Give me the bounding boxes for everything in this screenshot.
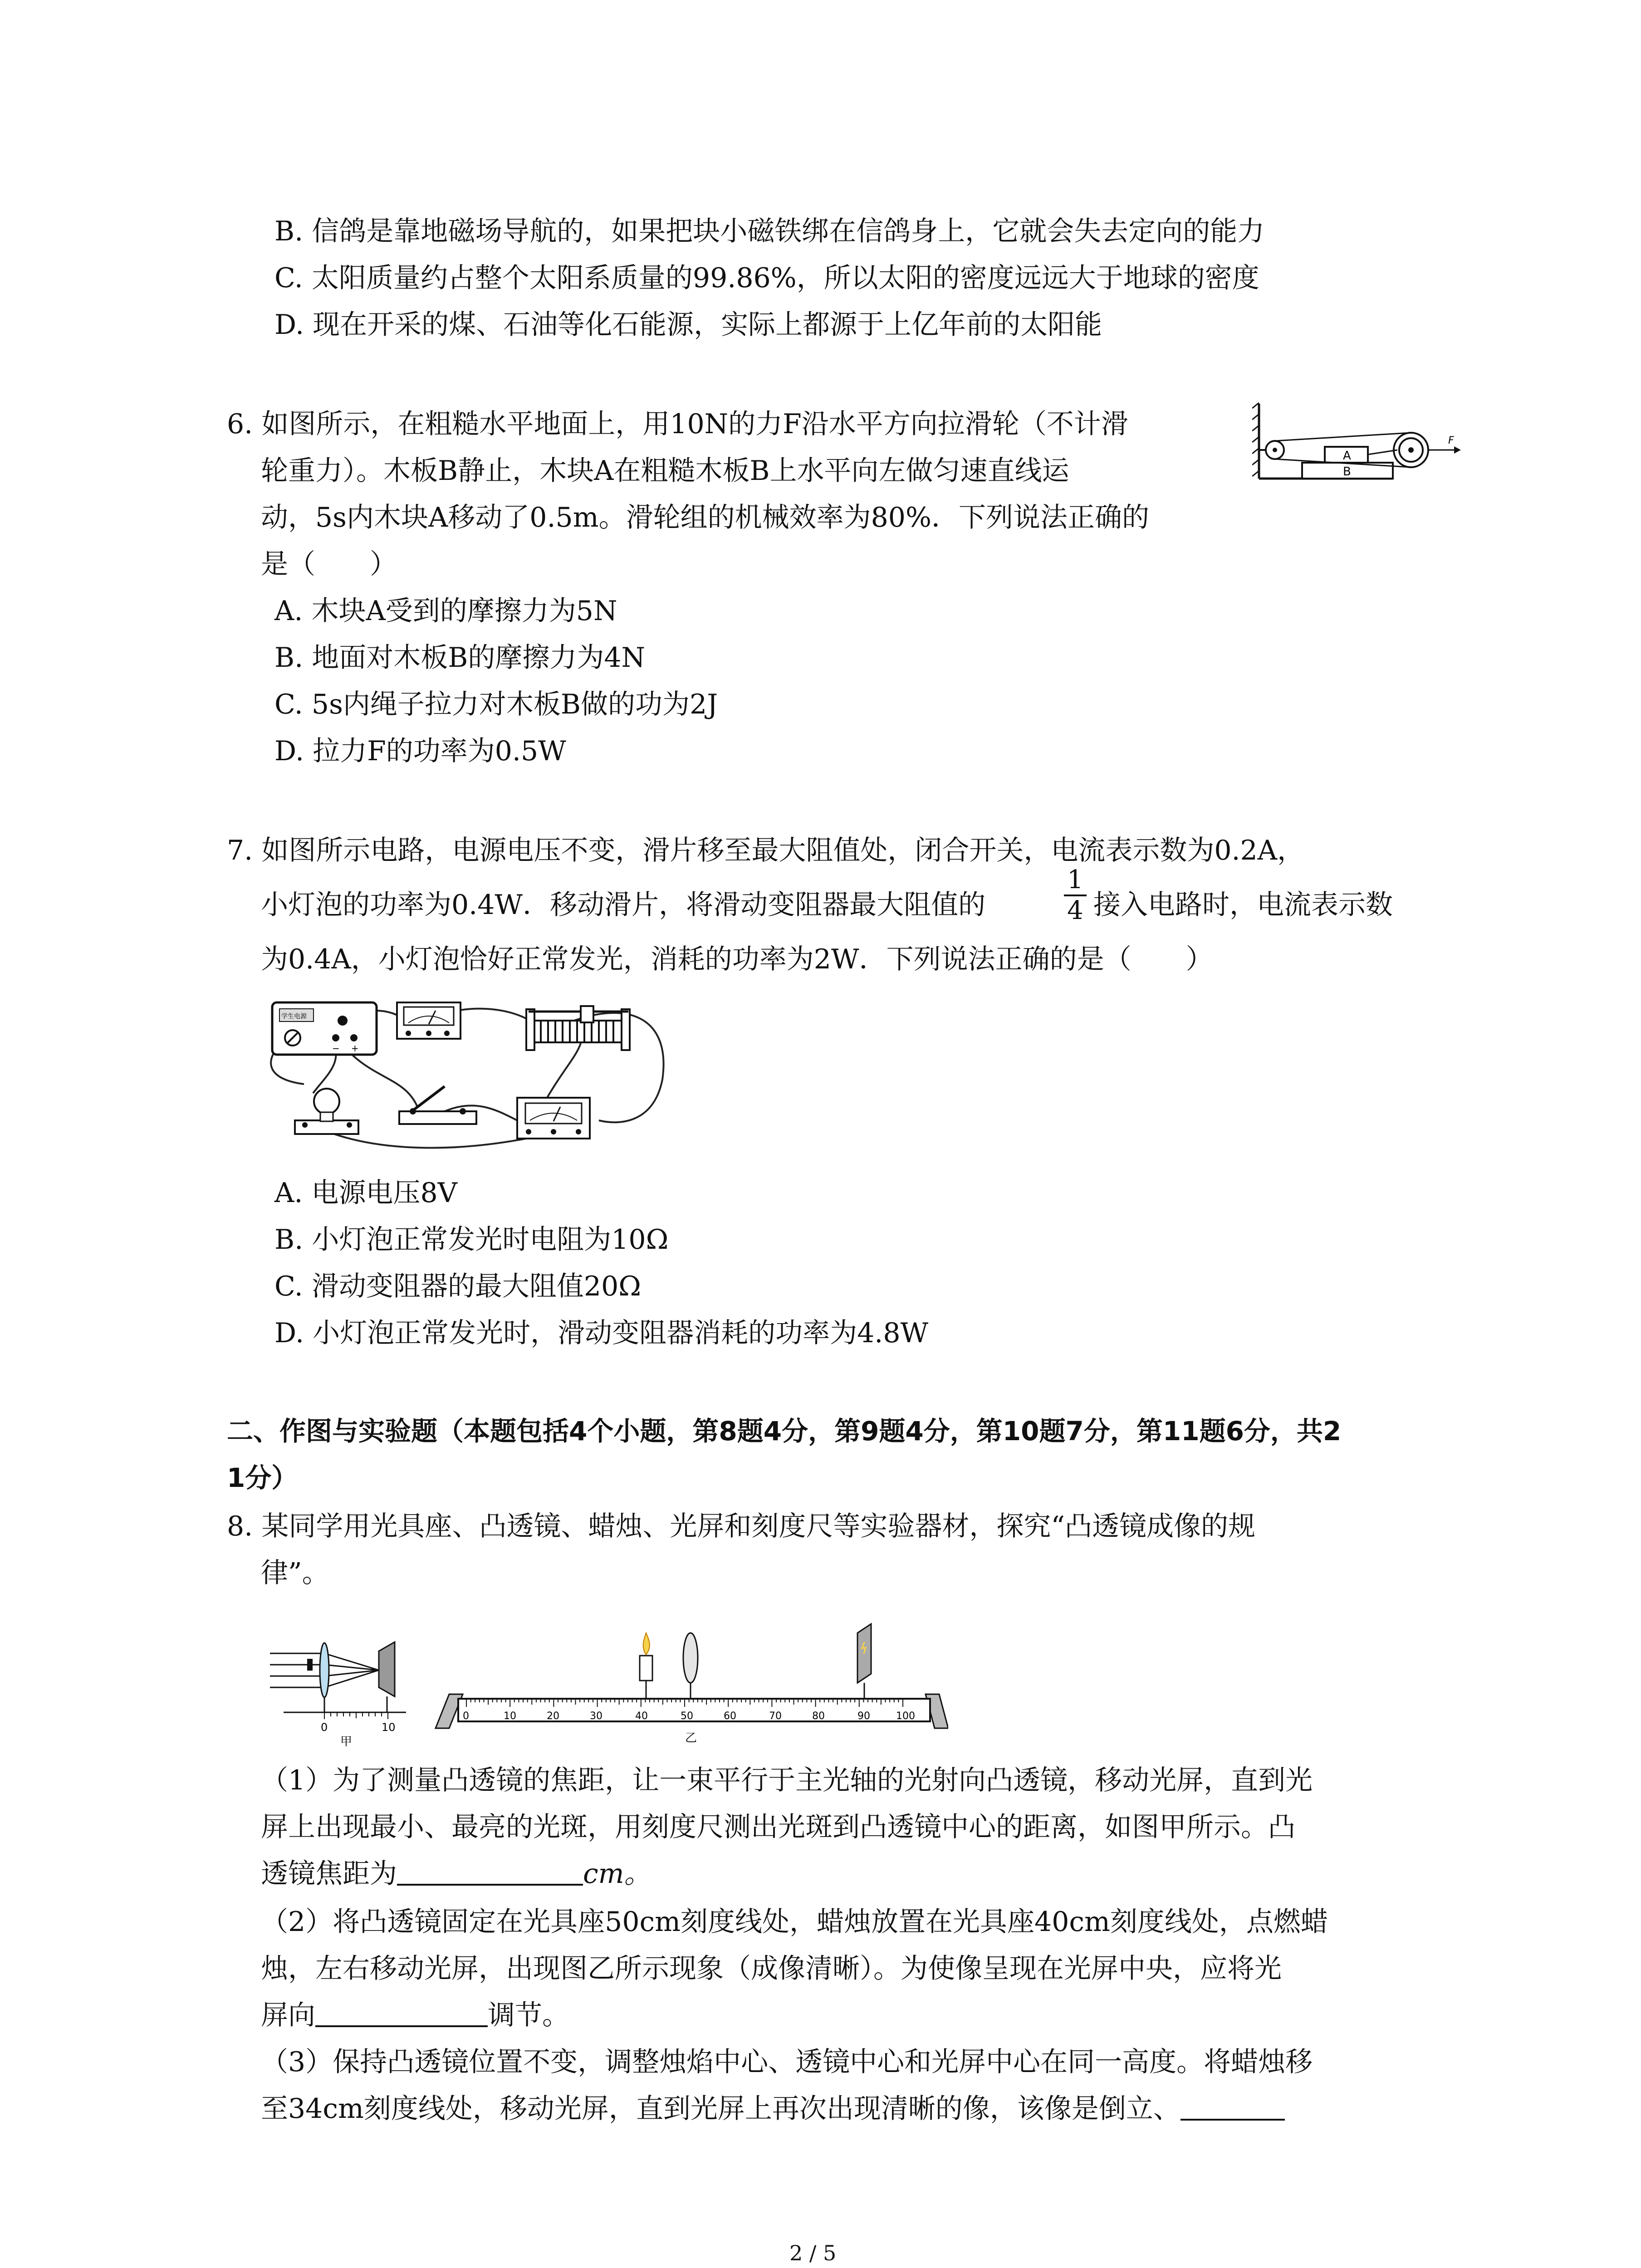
- q8-p2-line-3b: 调节。: [488, 1999, 569, 2031]
- q7-fraction: [1064, 866, 1087, 924]
- q8-yi-tick-80: 80: [812, 1711, 825, 1722]
- q8-yi-tick-30: 30: [590, 1711, 603, 1722]
- page-number: 2 / 5: [789, 2241, 837, 2265]
- q8-figure-jia: [270, 1628, 424, 1746]
- q5-option-b: B. 信鸽是靠地磁场导航的，如果把块小磁铁绑在信鸽身上，它就会失去定向的能力: [274, 215, 1265, 247]
- q7-option-b: B. 小灯泡正常发光时电阻为10Ω: [274, 1224, 669, 1256]
- q7-fraction-denominator: 4: [1067, 896, 1083, 925]
- q6-fig-label-b: B: [1343, 465, 1351, 479]
- q8-yi-tick-0: 0: [463, 1711, 469, 1722]
- q8-yi-tick-100: 100: [896, 1711, 915, 1722]
- q7-option-c: C. 滑动变阻器的最大阻值20Ω: [274, 1271, 642, 1302]
- q8-p2-line-3: [261, 1997, 569, 2033]
- q6-line-3: 动，5s内木块A移动了0.5m。滑轮组的机械效率为80%．下列说法正确的: [261, 502, 1149, 533]
- q8-line-1: 8. 某同学用光具座、凸透镜、蜡烛、光屏和刻度尺等实验器材，探究“凸透镜成像的规: [227, 1510, 1255, 1542]
- svg-text:+: +: [351, 1043, 359, 1054]
- q6-option-a: A. 木块A受到的摩擦力为5N: [274, 595, 617, 627]
- q6-option-c: C. 5s内绳子拉力对木板B做的功为2J: [274, 689, 718, 720]
- q8-lens: [683, 1633, 698, 1683]
- q7-fraction-numerator: 1: [1067, 865, 1083, 894]
- q6-option-b: B. 地面对木板B的摩擦力为4N: [274, 642, 646, 674]
- q8-p2-line-3a: 屏向: [261, 1999, 315, 2031]
- q7-line-1: 7. 如图所示电路，电源电压不变，滑片移至最大阻值处，闭合开关，电流表示数为0.2A，: [227, 835, 1305, 866]
- q6-pulley-figure: [1252, 399, 1461, 490]
- q6-fig-label-a: A: [1343, 449, 1351, 463]
- q8-answer-blank-screen-direction[interactable]: [315, 1998, 488, 2027]
- q8-yi-tick-70: 70: [769, 1711, 782, 1722]
- q8-p1-line-1: （1）为了测量凸透镜的焦距，让一束平行于主光轴的光射向凸透镜，移动光屏，直到光: [261, 1765, 1313, 1796]
- q8-p3-line-2: [261, 2091, 1285, 2127]
- q7-circuit-figure: [263, 989, 685, 1170]
- q8-jia-label: 甲: [340, 1735, 353, 1746]
- q8-jia-tick-0: 0: [321, 1721, 328, 1734]
- q8-answer-blank-focal-length[interactable]: [397, 1857, 583, 1886]
- section-2-heading-line-2: 1分）: [227, 1462, 298, 1493]
- q8-yi-tick-20: 20: [547, 1711, 559, 1722]
- q6-line-1: 6. 如图所示，在粗糙水平地面上，用10N的力F沿水平方向拉滑轮（不计滑: [227, 408, 1128, 440]
- q8-yi-label: 乙: [685, 1731, 697, 1745]
- section-2-heading-line-1: 二、作图与实验题（本题包括4个小题，第8题4分，第9题4分，第10题7分，第11题6分，共2: [227, 1416, 1342, 1447]
- q8-p1-line-3a: 透镜焦距为: [261, 1858, 397, 1890]
- q8-p3-line-1: （3）保持凸透镜位置不变，调整烛焰中心、透镜中心和光屏中心在同一高度。将蜡烛移: [261, 2046, 1313, 2078]
- q5-option-c: C. 太阳质量约占整个太阳系质量的99.86%，所以太阳的密度远远大于地球的密度: [274, 262, 1259, 294]
- q8-answer-blank-image-nature[interactable]: [1181, 2092, 1285, 2121]
- q8-candle: [640, 1656, 652, 1681]
- q7-option-d: D. 小灯泡正常发光时，滑动变阻器消耗的功率为4.8W: [274, 1317, 929, 1349]
- q8-yi-tick-50: 50: [681, 1711, 693, 1722]
- q8-jia-tick-10: 10: [382, 1721, 396, 1734]
- q8-p3-line-2-text: 至34cm刻度线处，移动光屏，直到光屏上再次出现清晰的像，该像是倒立、: [261, 2093, 1181, 2125]
- q8-p1-line-3b: cm。: [583, 1858, 652, 1890]
- q8-p1-line-2: 屏上出现最小、最亮的光斑，用刻度尺测出光斑到凸透镜中心的距离，如图甲所示。凸: [261, 1811, 1295, 1843]
- q8-yi-tick-60: 60: [724, 1711, 736, 1722]
- q6-fig-label-f: F: [1448, 435, 1454, 446]
- q7-ammeter-bottom: [517, 1098, 590, 1139]
- q8-p1-line-3: [261, 1856, 652, 1892]
- q7-bulb: [295, 1089, 358, 1134]
- q8-p2-line-2: 烛，左右移动光屏，出现图乙所示现象（成像清晰）。为使像呈现在光屏中央，应将光: [261, 1953, 1282, 1984]
- q5-option-d: D. 现在开采的煤、石油等化石能源，实际上都源于上亿年前的太阳能: [274, 309, 1102, 341]
- q8-figure-yi: [431, 1606, 948, 1769]
- q6-line-2: 轮重力）。木板B静止，木块A在粗糙木板B上水平向左做匀速直线运: [261, 455, 1069, 487]
- q6-option-d: D. 拉力F的功率为0.5W: [274, 735, 566, 767]
- q7-line-2a: 小灯泡的功率为0.4W．移动滑片，将滑动变阻器最大阻值的: [261, 889, 986, 921]
- q7-power-supply-label: 学生电源: [281, 1013, 307, 1020]
- q8-yi-tick-10: 10: [504, 1711, 516, 1722]
- q8-line-2: 律”。: [261, 1557, 329, 1589]
- svg-text:−: −: [332, 1043, 340, 1054]
- q8-yi-tick-40: 40: [635, 1711, 648, 1722]
- q6-line-4: 是（ ）: [261, 548, 397, 580]
- q7-line-3: 为0.4A，小灯泡恰好正常发光，消耗的功率为2W．下列说法正确的是（ ）: [261, 943, 1213, 975]
- q7-ammeter-top: [397, 1002, 460, 1039]
- q7-option-a: A. 电源电压8V: [274, 1177, 457, 1209]
- q8-yi-tick-90: 90: [857, 1711, 870, 1722]
- q8-p2-line-1: （2）将凸透镜固定在光具座50cm刻度线处，蜡烛放置在光具座40cm刻度线处，点燃蜡: [261, 1906, 1328, 1938]
- q7-line-2b: 接入电路时，电流表示数: [1093, 889, 1393, 921]
